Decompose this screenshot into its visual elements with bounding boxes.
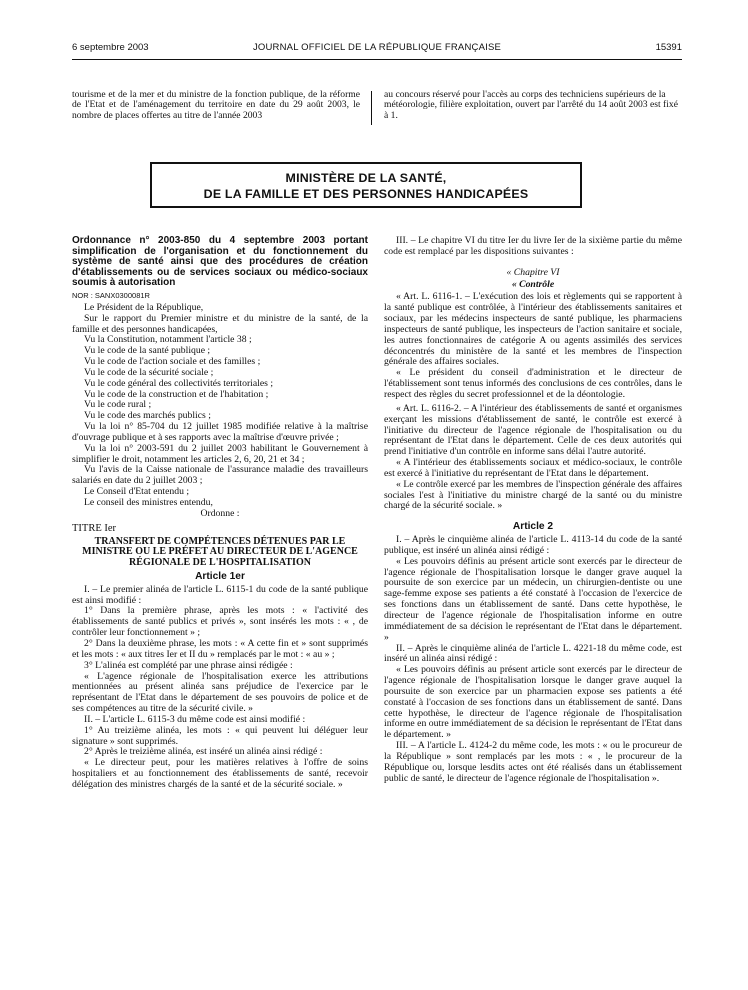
ordonnance-title: Ordonnance n° 2003-850 du 4 septembre 2003 portant simplification de l'organisation et du fonctionnement du système de santé ainsi que des procédures de création d'établissements ou de services sociaux ou médico-sociaux soumis à autorisation — [72, 235, 368, 289]
paragraph: Vu la loi n° 85-704 du 12 juillet 1985 modifiée relative à la maîtrise d'ouvrage publique et à ses rapports avec la maîtrise d'œuvre privée ; — [72, 421, 368, 443]
paragraph: Vu la loi n° 2003-591 du 2 juillet 2003 habilitant le Gouvernement à simplifier le droit, notamment les articles 2, 6, 20, 21 et 34 ; — [72, 442, 368, 465]
nor-reference: NOR : SANX0300081R — [72, 290, 150, 300]
paragraph: Vu le code de l'action sociale et des familles ; — [84, 356, 261, 368]
left-column — [72, 236, 368, 791]
paragraph: « Les pouvoirs définis au présent article sont exercés par le directeur de l'agence régionale de l'hospitalisation lorsque le danger grave auquel la poursuite de son exercice par un pharmacien expose ses patients a été constaté à l'occasion de ses fonctions dans un établissement de santé. Dans cette hypothèse, le directeur de l'agence régionale de l'hospitalisation informe en outre immédiatement de sa décision le représentant de l'Etat dans le département. » — [384, 664, 682, 741]
paragraph: II. – Après le cinquième alinéa de l'article L. 4221-18 du même code, est inséré un alinéa ainsi rédigé : — [384, 642, 682, 665]
header-page-number: 15391 — [655, 42, 682, 53]
paragraph: « Art. L. 6116-1. – L'exécution des lois et règlements qui se rapportent à la santé publique est contrôlée, à l'intérieur des établissements sanitaires et sociaux, par les médecins inspecteurs de santé publique, les pharmaciens inspecteurs de santé publique, les inspecteurs de l'action sanitaire et sociale, les autres fonctionnaires de catégorie A ou agents assimilés des services déconcentrés du ministère de la santé et les membres de l'inspection générale des affaires sociales. — [384, 291, 682, 368]
top-left-fragment: tourisme et de la mer et du ministre de la fonction publique, de la réforme de l'Etat et de l'aménagement du territoire en date du 29 août 2003, le nombre de places offertes au titre de l'année 2003 — [72, 89, 360, 121]
header-rule — [72, 59, 682, 60]
top-right-fragment: au concours réservé pour l'accès au corps des techniciens supérieurs de la météorologie, filière exploitation, ouvert par l'arrêté du 14 août 2003 est fixé à 1. — [384, 89, 678, 121]
paragraph: « Le directeur peut, pour les matières relatives à l'offre de soins hospitaliers et au fonctionnement des établissements de santé, recevoir délégation des ministres chargés de la santé et de la sécurité sociale. » — [72, 757, 368, 790]
paragraph: « Les pouvoirs définis au présent article sont exercés par le directeur de l'agence régionale de l'hospitalisation lorsque le danger grave auquel la poursuite de son exercice par un médecin, un chirurgien-dentiste ou une sage-femme expose ses patients a été constaté à l'occasion de l'exercice de ses fonctions dans un établissement de santé. Dans cette hypothèse, le directeur de l'agence régionale de l'hospitalisation informe en outre immédiatement de sa décision le représentant de l'Etat dans le département. » — [384, 555, 682, 643]
paragraph: III. – A l'article L. 4124-2 du même code, les mots : « ou le procureur de la République » sont remplacés par les mots : « , le procureur de la République ou, lorsque lesdits actes ont été réalisés dans un établissement public de santé, le directeur de l'agence régionale de l'hospitalisation ». — [384, 740, 682, 784]
paragraph: I. – Le premier alinéa de l'article L. 6115-1 du code de la santé publique est ainsi modifié : — [72, 583, 368, 606]
paragraph: « Le président du conseil d'administration et le directeur de l'établissement sont tenus informés des conclusions de ces contrôles, dans le respect des règles du secret professionnel et de la déontologie. — [384, 367, 682, 400]
paragraph: 2° Dans la deuxième phrase, les mots : « A cette fin et » sont supprimés et les mots : « aux titres Ier et II du » remplacés par le mot : « au » ; — [72, 637, 368, 660]
ordonne-line: Ordonne : — [200, 507, 240, 519]
paragraph: Vu le code rural ; — [84, 399, 152, 411]
paragraph: I. – Après le cinquième alinéa de l'article L. 4113-14 du code de la santé publique, est inséré un alinéa ainsi rédigé : — [384, 534, 682, 556]
header-date: 6 septembre 2003 — [72, 42, 149, 53]
header-journal-title: JOURNAL OFFICIEL DE LA RÉPUBLIQUE FRANÇAISE — [252, 42, 502, 53]
titre-heading: TRANSFERT DE COMPÉTENCES DÉTENUES PAR LE MINISTRE OU LE PRÉFET AU DIRECTEUR DE L'AGENCE RÉGIONALE DE L'HOSPITALISATION — [82, 535, 358, 569]
article-2-heading: Article 2 — [512, 521, 554, 533]
paragraph: Le Président de la République, — [84, 301, 204, 313]
paragraph: 1° Dans la première phrase, après les mots : « l'activité des établissements de santé publics et privés », sont insérés les mots : « , de contrôler leur fonctionnement » ; — [72, 605, 368, 639]
paragraph: Vu la Constitution, notamment l'article 38 ; — [84, 334, 252, 346]
paragraph: II. – L'article L. 6115-3 du même code est ainsi modifié : — [84, 713, 306, 725]
paragraph: III. – Le chapitre VI du titre Ier du livre Ier de la sixième partie du même code est remplacé par les dispositions suivantes : — [384, 235, 682, 257]
ministry-line-1: MINISTÈRE DE LA SANTÉ, — [285, 171, 447, 185]
column-separator — [371, 91, 372, 125]
page-header — [72, 42, 682, 56]
paragraph: Le conseil des ministres entendu, — [84, 497, 213, 508]
paragraph: Vu le code des marchés publics ; — [84, 410, 211, 422]
paragraph: 3° L'alinéa est complété par une phrase ainsi rédigée : — [84, 659, 293, 671]
right-column — [384, 236, 682, 785]
paragraph: 1° Au treizième alinéa, les mots : « qui peuvent lui déléguer leur signature » sont supprimés. — [72, 724, 368, 747]
paragraph: « Le contrôle exercé par les membres de l'inspection générale des affaires sociales l'est à l'initiative du ministre chargé de la santé ou du ministre chargé de la sécurité sociale. » — [384, 478, 682, 512]
paragraph: « A l'intérieur des établissements sociaux et médico-sociaux, le contrôle est exercé à l'initiative du représentant de l'Etat dans le département. — [384, 457, 682, 479]
paragraph: Vu l'avis de la Caisse nationale de l'assurance maladie des travailleurs salariés en date du 2 juillet 2003 ; — [72, 464, 368, 487]
paragraph: Vu le code de la construction et de l'habitation ; — [84, 388, 269, 400]
ministry-heading-box — [150, 162, 582, 208]
paragraph: 2° Après le treizième alinéa, est inséré un alinéa ainsi rédigé : — [84, 746, 323, 758]
paragraph: Sur le rapport du Premier ministre et du ministre de la santé, de la famille et des personnes handicapées, — [72, 312, 368, 335]
article-1-heading: Article 1er — [195, 570, 245, 582]
ministry-line-2: DE LA FAMILLE ET DES PERSONNES HANDICAPÉES — [203, 187, 529, 201]
chapter-subheading: « Contrôle — [511, 278, 555, 290]
paragraph: Vu le code de la sécurité sociale ; — [84, 366, 214, 378]
titre-label: TITRE Ier — [72, 522, 117, 534]
paragraph: Le Conseil d'Etat entendu ; — [84, 486, 190, 498]
paragraph: « L'agence régionale de l'hospitalisation exerce les attributions mentionnées au présent alinéa sans préjudice de l'exercice par le représentant de l'Etat dans le département de ses pouvoirs de police et de ses compétences au titre de la sécurité civile. » — [72, 670, 368, 715]
paragraph: Vu le code général des collectivités territoriales ; — [84, 377, 274, 389]
paragraph: « Art. L. 6116-2. – A l'intérieur des établissements de santé et organismes exerçant les missions d'établissement de santé, le contrôle est exercé à l'initiative du directeur de l'agence régionale de l'hospitalisation ou du représentant de l'Etat dans le département. Celle de ces deux autorités qui prend l'initiative d'un contrôle en informe sans délai l'autre autorité. — [384, 402, 682, 458]
paragraph: Vu le code de la santé publique ; — [84, 345, 211, 357]
chapter-heading: « Chapitre VI — [506, 266, 560, 278]
